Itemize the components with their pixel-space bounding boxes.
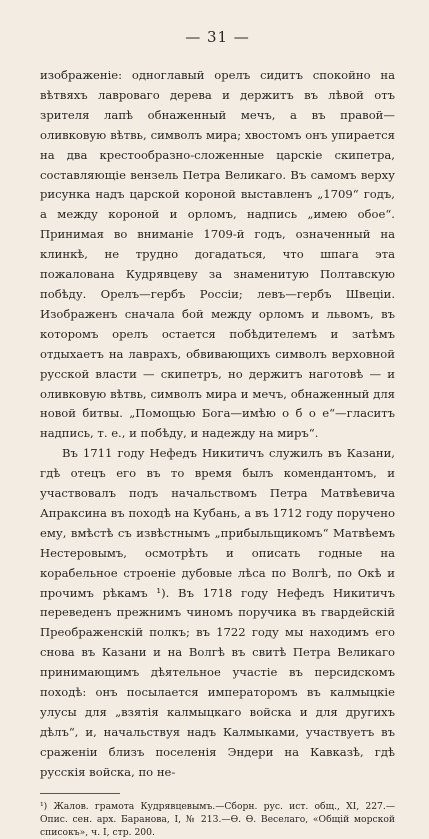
paragraph-1: изображеніе: одноглавый орелъ сидитъ спокойно на вѣтвяхъ лавроваго дерева и держитъ въ лѣвой отъ зрителя лапѣ обнаженный мечъ, а въ правой—оливковую вѣтвь, символъ мира; хвостомъ онъ упирается на два крестообразно-сложенные царскіе скипетра, составляющіе вензель Петра Великаго. Въ самомъ верху рисунка надъ царской короной выставленъ „1709“ годъ, а между короной и орломъ, надпись „имею обое“. Принимая во вниманіе 1709-й годъ, означенный на клинкѣ, не трудно догадаться, что шпага эта пожалована Кудрявцеву за знаменитую Полтавскую побѣду. Орелъ—гербъ Россіи; левъ—гербъ Швеціи. Изображенъ сначала бой между орломъ и львомъ, въ которомъ орелъ остается побѣдителемъ и затѣмъ отдыхаетъ на лаврахъ, обвивающихъ символъ верховной русской власти — скипетръ, но держитъ наготовѣ — и оливковую вѣтвь, символъ мира и мечъ, обнаженный для новой битвы. „Помощью Бога—имѣю о б о е“—гласитъ надпись, т. е., и побѣду, и надежду на миръ“. [40,68,395,441]
footnote-marker: ¹) [40,800,48,812]
page-number: — 31 — [185,28,250,46]
body-text [40,66,395,783]
footnote-text: Жалов. грамота Кудрявцевымъ.—Сборн. рус. ист. общ., XI, 227.—Опис. сен. арх. Баранова, I, № 213.—Ѳ. Ѳ. Веселаго, «Общій морской списокъ», ч. I, стр. 200. [40,800,396,838]
footnote-divider [40,793,120,794]
footnote [40,800,395,839]
paragraph-2: Въ 1711 году Нефедъ Никитичъ служилъ въ Казани, гдѣ отецъ его въ то время былъ комендантомъ, и участвовалъ подъ начальствомъ Петра Матвѣевича Апраксина въ походѣ на Кубань, а въ 1712 году поручено ему, вмѣстѣ съ извѣстнымъ „прибыльщикомъ“ Матвѣемъ Нестеровымъ, осмотрѣть и описать годные на корабельное строеніе дубовые лѣса по Волгѣ, по Окѣ и прочимъ рѣкамъ ¹). Въ 1718 году Нефедъ Никитичъ переведенъ прежнимъ чиномъ поручика въ гвардейскій Преображенскій полкъ; въ 1722 году мы находимъ его снова въ Казани и на Волгѣ въ свитѣ Петра Великаго принимающимъ дѣятельное участіе въ персидскомъ походѣ: онъ посылается императоромъ въ калмыцкіе улусы для „взятія калмыцкаго войска и для другихъ дѣлъ“, и, начальствуя надъ Калмыками, участвуетъ въ сраженіи близъ поселенія Эндери на Кавказѣ, гдѣ русскія войска, по не- [40,446,395,779]
